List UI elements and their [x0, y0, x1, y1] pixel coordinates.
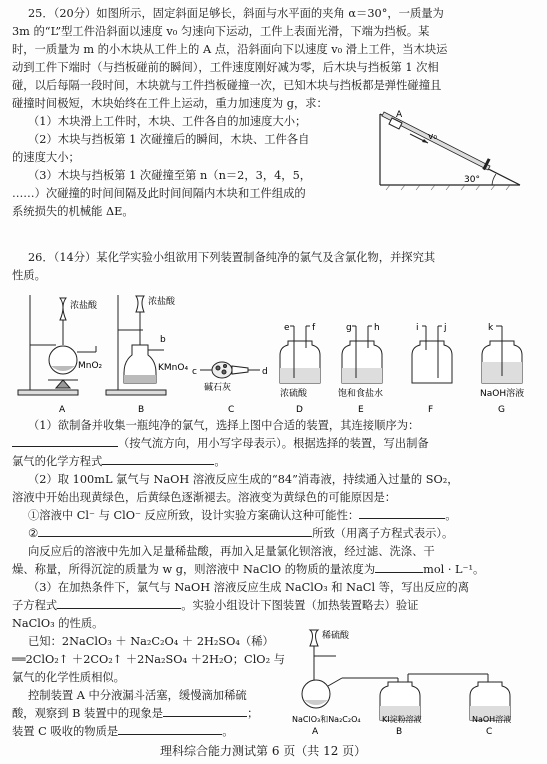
fig2-letter-b: B — [396, 727, 403, 737]
apparatus-g — [482, 326, 522, 383]
q26-intro-line: 26．（14分）某化学实验小组欲用下列装置制备纯净的氯气及含氯化物，并探究其 — [28, 251, 436, 264]
e-label-g: g — [346, 323, 352, 333]
q26-part2-line: ② 所致（用离子方程式表示）。 — [28, 527, 454, 540]
apparatus-b — [106, 295, 166, 395]
q26-intro-line: 性质。 — [12, 269, 46, 282]
q26-part3-line: （3）在加热条件下，氯气与 NaOH 溶液反应生成 NaClO₃ 和 NaCl 等，写出反应的离 — [28, 581, 470, 594]
f-letter: F — [428, 405, 434, 415]
q25-line: ……）次碰撞的时间间隔及此时间间隔内木块和工件组成的 — [12, 187, 306, 200]
answer-blank-concentration[interactable] — [375, 572, 423, 573]
d-label-e: e — [284, 323, 290, 333]
q25-line: 碰撞时间极短，木块始终在工件上运动，重力加速度为 g，求： — [12, 97, 328, 110]
a-label-hcl: 浓盐酸 — [70, 301, 98, 311]
q26-part3-line: 氯气的化学性质相似。 — [12, 671, 125, 684]
a-label-mno2: MnO₂ — [78, 361, 103, 371]
answer-blank-ionic[interactable] — [38, 536, 312, 537]
q26-part2-line: 燥、称量，所得沉淀的质量为 w g，则溶液中 NaClO 的物质的量浓度为 mol · L⁻¹。 — [12, 563, 485, 576]
q26-part2-line: ①溶液中 Cl⁻ 与 ClO⁻ 反应所致，设计实验方案确认这种可能性： 。 — [28, 509, 457, 522]
b-label-b: b — [160, 335, 166, 345]
label-ki-starch: KI淀粉溶液 — [382, 715, 422, 724]
q26-part3-line: NaClO₃ 的性质。 — [12, 617, 104, 630]
naclo3-apparatus-figure — [292, 628, 540, 736]
apparatus-e — [342, 326, 382, 383]
c-label-sodalime: 碱石灰 — [204, 383, 232, 393]
q25-line: 系统损失的机械能 ΔE。 — [12, 205, 134, 218]
q25-part-3: （3）木块与挡板第 1 次碰撞至第 n（n＝2，3，4，5， — [28, 169, 312, 182]
a-letter: A — [59, 405, 66, 415]
q25-part-1: （1）木块滑上工件时，木块、工件各自的加速度大小； — [28, 115, 307, 128]
q25-line: 3m 的“L”型工件沿斜面以速度 v₀ 匀速向下运动，工件上表面光滑，下端为挡板。某 — [12, 25, 430, 38]
b-label-hcl: 浓盐酸 — [148, 297, 176, 307]
e-label-h: h — [374, 323, 380, 333]
q26-part1-line: （1）欲制备并收集一瓶纯净的氯气，选择上图中合适的装置，其连接顺序为： — [28, 419, 420, 432]
apparatus-figure — [8, 290, 540, 415]
q25-part-2: （2）木块与挡板第 1 次碰撞后的瞬间，木块、工件各自 — [28, 133, 310, 146]
fig2-letter-c: C — [486, 727, 493, 737]
d-label-f: f — [312, 323, 316, 333]
c-letter: C — [228, 405, 235, 415]
d-letter: D — [296, 405, 303, 415]
answer-blank-equation[interactable] — [102, 464, 214, 465]
q25-line: 碰，以后每隔一段时间，木块就与工件挡板碰撞一次，已知木块与挡板都是弹性碰撞且 — [12, 79, 442, 92]
apparatus-d — [280, 326, 320, 383]
c-label-d: d — [262, 367, 268, 377]
b-label-kmno4: KMnO₄ — [158, 363, 189, 373]
answer-blank-design[interactable] — [359, 518, 445, 519]
answer-blank-order[interactable] — [12, 446, 118, 447]
answer-blank-phenomenon[interactable] — [163, 716, 247, 717]
q26-part2-line: 溶液中开始出现黄绿色，后黄绿色逐渐褪去。溶液变为黄绿色的可能原因是： — [12, 491, 397, 504]
q26-part1-line2: （按气流方向，用小写字母表示）。根据选择的装置，写出制备 — [12, 436, 429, 451]
f-label-j: j — [444, 323, 447, 333]
q25-line: 时，一质量为 m 的小木块从工件上的 A 点，沿斜面向下以速度 v₀ 滑上工件，当木块运 — [12, 43, 448, 56]
velocity-label: v₀ — [428, 132, 437, 142]
b-letter: B — [138, 405, 145, 415]
g-letter: G — [498, 405, 505, 415]
q25-line: 动到工件下端时（与挡板碰前的瞬间），工件速度刚好减为零，后木块与挡板第 1 次相 — [12, 61, 439, 74]
page-footer: 理科综合能力测试第 6 页（共 12 页） — [160, 744, 367, 758]
incline-figure — [370, 112, 530, 192]
q26-part3-line: 子方程式 。实验小组设计下图装置（加热装置略去）验证 — [12, 599, 419, 612]
q25-line: 的速度大小； — [12, 151, 80, 164]
g-label-k: k — [488, 323, 494, 333]
apparatus-c — [200, 362, 260, 378]
q26-part3-line: 控制装置 A 中分液漏斗活塞，缓慢滴加稀硫 — [28, 689, 247, 702]
q26-part2-line: 向反应后的溶液中先加入足量稀盐酸，再加入足量氯化钡溶液，经过滤、洗涤、干 — [28, 545, 435, 558]
label-dilute-h2so4: 稀硫酸 — [322, 631, 350, 641]
q26-part3-line: ══2ClO₂↑ ＋2CO₂↑ ＋2Na₂SO₄ ＋2H₂O；ClO₂ 与 — [12, 653, 285, 666]
q26-part2-line: （2）取 100mL 氯气与 NaOH 溶液反应生成的“84”消毒液，持续通入过量的 SO₂， — [28, 473, 459, 486]
q26-part3-line: 已知：2NaClO₃ ＋ Na₂C₂O₄ ＋ 2H₂SO₄（稀） — [28, 635, 274, 648]
g-label-naoh: NaOH溶液 — [480, 389, 525, 399]
apparatus-f — [412, 326, 452, 383]
label-naclo3: NaClO₃和Na₂C₂O₄ — [292, 715, 361, 724]
answer-blank-absorbed[interactable] — [118, 734, 222, 735]
angle-label: 30° — [464, 175, 480, 185]
q26-part1-line3: 氯气的化学方程式 。 — [12, 455, 226, 468]
q25-line: 25．（20分）如图所示，固定斜面足够长，斜面与水平面的夹角 α＝30°，一质量为 — [28, 7, 444, 20]
answer-blank-ionic2[interactable] — [57, 608, 181, 609]
label-naoh: NaOH溶液 — [472, 715, 512, 724]
d-label-h2so4: 浓硫酸 — [280, 389, 308, 399]
fig2-letter-a: A — [312, 727, 319, 737]
e-letter: E — [358, 405, 364, 415]
q26-part3-line: 酸，观察到 B 装置中的现象是 ； — [12, 707, 259, 720]
e-label-brine: 饱和食盐水 — [338, 389, 384, 399]
c-label-c: c — [192, 367, 197, 377]
q26-part3-line: 装置 C 吸收的物质是 。 — [12, 725, 234, 738]
block-label: A — [396, 110, 403, 120]
f-label-i: i — [416, 323, 419, 333]
